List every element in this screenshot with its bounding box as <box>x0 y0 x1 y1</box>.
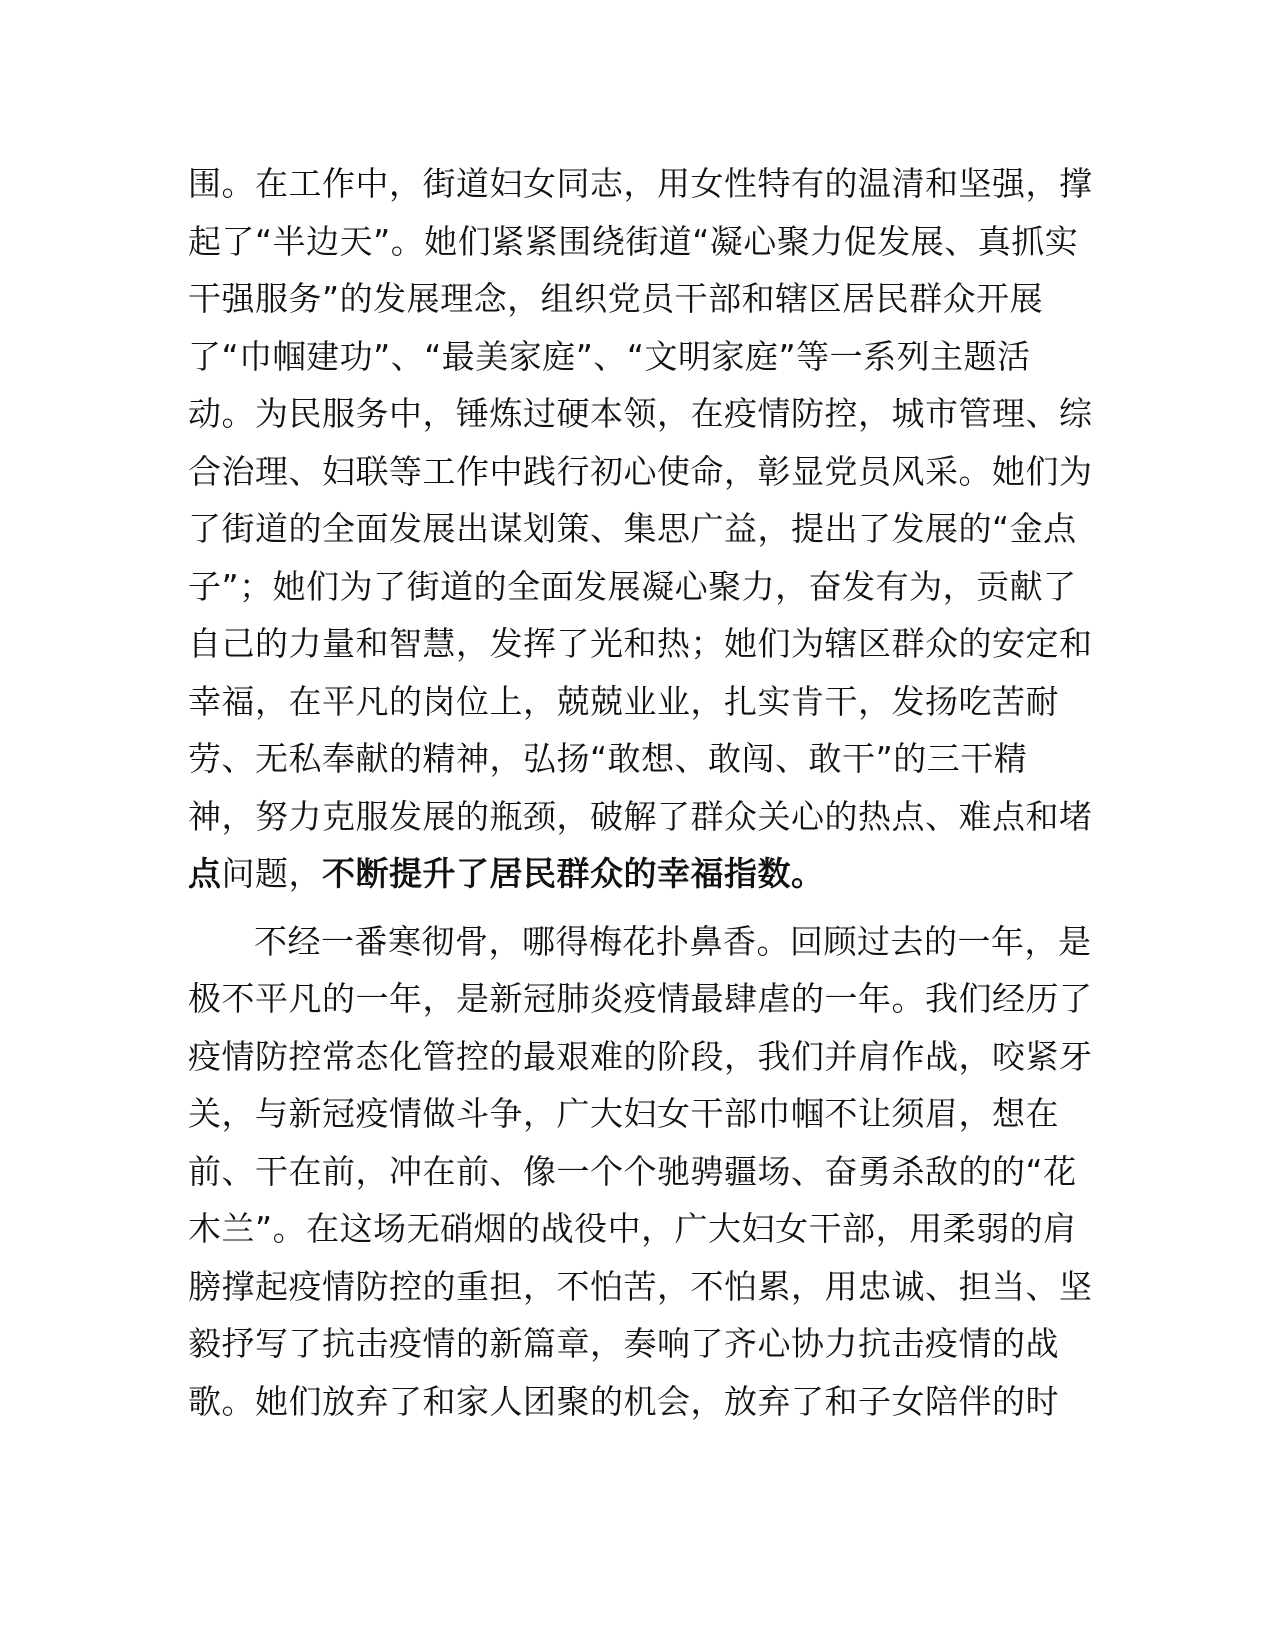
text-line: 自己的力量和智慧，发挥了光和热；她们为辖区群众的安定和 <box>188 624 1093 663</box>
text-line: 歌。她们放弃了和家人团聚的机会，放弃了和子女陪伴的时 <box>188 1381 1059 1421</box>
document-body <box>188 155 1093 1430</box>
plain-text: 问题， <box>221 854 322 893</box>
text-line: 了街道的全面发展出谋划策、集思广益，提出了发展的“金点 <box>188 509 1077 548</box>
text-line-indented: 不经一番寒彻骨，哪得梅花扑鼻香。回顾过去的一年，是 <box>254 921 1092 961</box>
text-line: 前、干在前，冲在前、像一个个驰骋疆场、奋勇杀敌的的“花 <box>188 1151 1077 1191</box>
text-line: 神，努力克服发展的瓶颈，破解了群众关心的热点、难点和堵 <box>188 796 1093 836</box>
text-line: 膀撑起疫情防控的重担，不怕苦，不怕累，用忠诚、担当、坚 <box>188 1266 1093 1306</box>
text-line: 木兰”。在这场无硝烟的战役中，广大妇女干部，用柔弱的肩 <box>188 1209 1077 1248</box>
text-line: 极不平凡的一年，是新冠肺炎疫情最肆虐的一年。我们经历了 <box>188 979 1093 1018</box>
text-line: 疫情防控常态化管控的最艰难的阶段，我们并肩作战，咬紧牙 <box>188 1036 1093 1076</box>
text-line: 起了“半边天”。她们紧紧围绕街道“凝心聚力促发展、真抓实 <box>188 221 1079 261</box>
text-line: 子”；她们为了街道的全面发展凝心聚力，奋发有为，贡献了 <box>188 566 1077 606</box>
paragraph-2 <box>188 913 1093 1431</box>
text-line-last <box>188 845 1088 903</box>
text-line: 了“巾帼建功”、“最美家庭”、“文明家庭”等一系列主题活 <box>188 336 1031 376</box>
paragraph-spacer <box>188 903 1088 913</box>
paragraph-1 <box>188 155 1093 903</box>
text-line: 动。为民服务中，锤炼过硬本领，在疫情防控，城市管理、综 <box>188 394 1093 433</box>
bold-text: 点 <box>188 854 222 893</box>
text-line: 劳、无私奉献的精神，弘扬“敢想、敢闯、敢干”的三干精 <box>188 739 1028 778</box>
text-line: 干强服务”的发展理念，组织党员干部和辖区居民群众开展 <box>188 279 1044 318</box>
text-line: 合治理、妇联等工作中践行初心使命，彰显党员风采。她们为 <box>188 451 1093 491</box>
text-line: 幸福，在平凡的岗位上，兢兢业业，扎实肯干，发扬吃苦耐 <box>188 681 1059 721</box>
text-line: 围。在工作中，街道妇女同志，用女性特有的温清和坚强，撑 <box>188 164 1093 203</box>
text-line: 关，与新冠疫情做斗争，广大妇女干部巾帼不让须眉，想在 <box>188 1094 1059 1133</box>
text-line: 毅抒写了抗击疫情的新篇章，奏响了齐心协力抗击疫情的战 <box>188 1324 1059 1363</box>
bold-text: 不断提升了居民群众的幸福指数。 <box>322 854 825 893</box>
